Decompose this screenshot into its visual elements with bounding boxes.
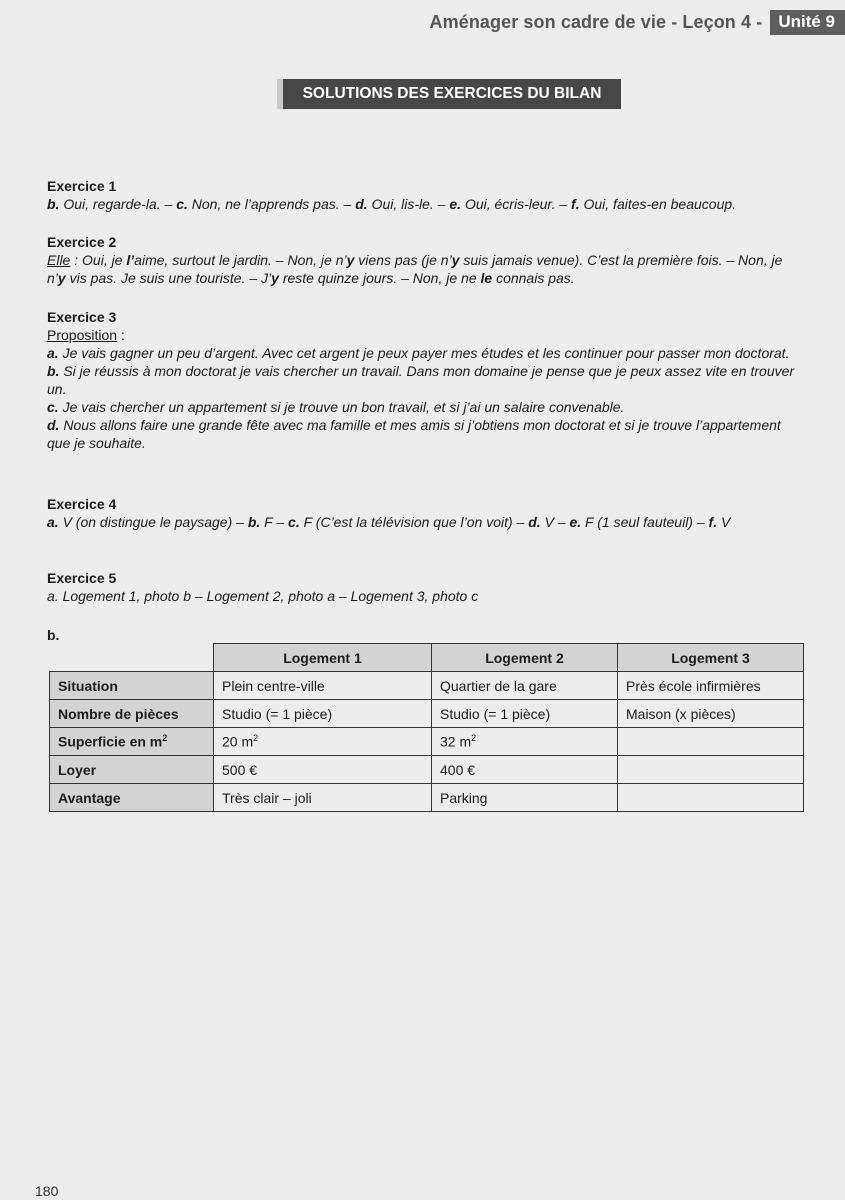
section-banner: SOLUTIONS DES EXERCICES DU BILAN (277, 79, 621, 109)
table-cell: Quartier de la gare (432, 672, 618, 700)
exercise-4-answers: a. V (on distingue le paysage) – b. F – c. F (C’est la télévision que l’on voit) – d. V – e. F (1 seul fauteuil) – f. V (47, 514, 731, 530)
exercise-2-title: Exercice 2 (47, 234, 117, 250)
table-header-row (50, 644, 804, 672)
exercise-3-proposition: Proposition : (47, 327, 125, 343)
table-row (50, 700, 804, 728)
housing-table (49, 643, 804, 812)
exercise-5-line-a: a. Logement 1, photo b – Logement 2, photo a – Logement 3, photo c (47, 588, 479, 604)
exercise-3-item-b: b. Si je réussis à mon doctorat je vais chercher un travail. Dans mon domaine je pense que je peux assez vite en trouver (47, 363, 795, 379)
exercise-3 (47, 308, 845, 452)
exercise-3-item-b-cont: un. (47, 381, 67, 397)
table-row (50, 728, 804, 756)
table-cell: Maison (x pièces) (618, 700, 804, 728)
row-header: Superficie en $m^2$ (50, 728, 214, 756)
table-cell (618, 756, 804, 784)
row-header: Nombre de pièces (50, 700, 214, 728)
exercise-4 (47, 495, 845, 531)
column-header: Logement 1 (214, 644, 432, 672)
table-cell: Près école infirmières (618, 672, 804, 700)
lesson-title: Aménager son cadre de vie - Leçon 4 - (429, 12, 763, 32)
column-header: Logement 3 (618, 644, 804, 672)
exercise-3-item-a: a. Je vais gagner un peu d’argent. Avec cet argent je peux payer mes études et les continuer pour passer mon doctorat. (47, 345, 790, 361)
table-cell: Plein centre-ville (214, 672, 432, 700)
table-cell: Studio (= 1 pièce) (432, 700, 618, 728)
page-header (430, 10, 845, 35)
exercise-1-answers: b. Oui, regarde-la. – c. Non, ne l’apprends pas. – d. Oui, lis-le. – e. Oui, écris-leur. – f. Oui, faites-en beaucoup. (47, 196, 737, 212)
exercise-3-item-c: c. Je vais chercher un appartement si je trouve un bon travail, et si j’ai un salaire convenable. (47, 399, 625, 415)
row-header: Loyer (50, 756, 214, 784)
exercise-1 (47, 177, 845, 213)
column-header: Logement 2 (432, 644, 618, 672)
row-header: Situation (50, 672, 214, 700)
exercise-5-title: Exercice 5 (47, 570, 117, 586)
exercise-2-line-2: n’y vis pas. Je suis une touriste. – J’y reste quinze jours. – Non, je ne le connais pas. (47, 270, 575, 286)
table-cell: 400 € (432, 756, 618, 784)
exercise-4-title: Exercice 4 (47, 496, 117, 512)
exercise-2 (47, 233, 845, 287)
table-cell: 500 € (214, 756, 432, 784)
exercise-3-item-d: d. Nous allons faire une grande fête avec ma famille et mes amis si j’obtiens mon doctorat et si je trouve l’appartement (47, 417, 781, 433)
table-corner (50, 644, 214, 672)
table-cell: 20 $m^2$ (214, 728, 432, 756)
table-cell (618, 784, 804, 812)
exercise-3-title: Exercice 3 (47, 309, 117, 325)
page-number: 180 (35, 1183, 59, 1199)
table-cell: Parking (432, 784, 618, 812)
exercise-5-label-b: b. (47, 627, 60, 643)
row-header: Avantage (50, 784, 214, 812)
exercise-5 (47, 569, 845, 605)
exercise-3-item-d-cont: que je souhaite. (47, 435, 146, 451)
unit-badge: Unité 9 (770, 10, 845, 35)
table-row (50, 672, 804, 700)
table-cell (618, 728, 804, 756)
table-cell: Très clair – joli (214, 784, 432, 812)
exercise-2-line-1: Elle : Oui, je l’aime, surtout le jardin. – Non, je n’y viens pas (je n’y suis jamais venue). C’est la première fois. – Non, je (47, 252, 783, 268)
table-row (50, 756, 804, 784)
exercise-1-title: Exercice 1 (47, 178, 117, 194)
table-row (50, 784, 804, 812)
table-cell: 32 $m^2$ (432, 728, 618, 756)
table-cell: Studio (= 1 pièce) (214, 700, 432, 728)
